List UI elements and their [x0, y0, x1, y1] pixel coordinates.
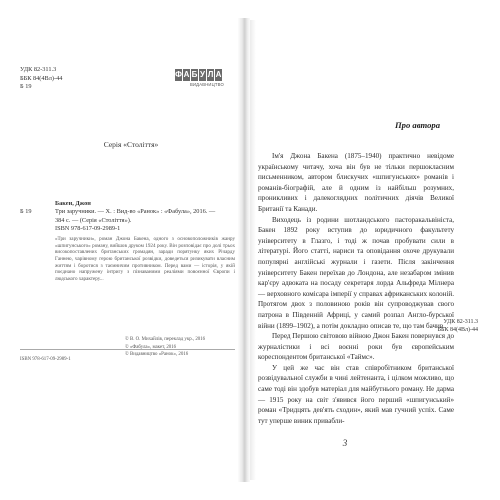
bottom-udk: УДК 82-311.3 [443, 319, 478, 325]
catalog-line: 384 с. — (Серія «Століття»). [55, 216, 132, 224]
logo-letter: Б [191, 70, 198, 79]
section-title: Про автора [394, 120, 440, 130]
classification-codes [20, 66, 62, 92]
bottom-bbk: ББК 84(4Вл)-44 [437, 327, 478, 333]
bbk-code: ББК 84(4Вл)-44 [20, 74, 63, 82]
copyright-line: © Видавництво «Ранок», 2016 [125, 352, 189, 358]
page-shadow [250, 20, 256, 480]
logo-letter: А [183, 70, 190, 79]
catalog-row [20, 208, 235, 233]
paragraph: Ім'я Джона Бакена (1875–1940) практично невідоме українському читачу, хоча він був не тільки першокласним письменником, автором блискучих «шпигунських» романів і романів-біографій, але й одним із найбільш розумних, проникливих і далекоглядних політичних діячів Великої Британії та Канади. [258, 152, 454, 213]
footer-isbn: ISBN 978-617-09-2989-1 [20, 357, 71, 362]
catalog-isbn: ISBN 978-617-09-2989-1 [55, 224, 121, 232]
logo-letter: Л [207, 70, 214, 79]
book-gutter [238, 18, 250, 482]
catalog-lines [55, 208, 235, 233]
paragraph: Виходець із родини шотландського пасторакальвініста, Бакен 1892 року вступив до юридичного факультету університету в Глазго, і тоді ж почав пробувати сили в літературі. Його статті, нариси та оповідання охоче друкували популярні англійські журнали і газети. Після закінчення університету Бакен переїхав до Лондона, але незабаром змінив кар'єру адвоката на посаду секретаря лорда Альфреда Мілнера — верховного комісара імперії у справах африканських колоній. Протягом двох з половиною років він супроводжував свого патрона в Південній Африці, у самий розпал Англо-бурської війни (1899–1902), а потім докладно описав те, що там бачив. [258, 215, 454, 330]
logo-subtitle: ВИДАВНИЦТВО [189, 82, 224, 87]
catalog-code: Б 19 [20, 208, 32, 216]
copyright-line: © В. О. Михайлів, переклад укр., 2016 [125, 337, 206, 342]
logo-letter: У [200, 70, 205, 79]
catalog-annotation: «Три заручники», роман Джона Бакена, одного з основоположників жанру «шпигунського» роману, вийшов друком 1924 року. Він розповідає про долі трьох високопоставлених британських громадян, заради порятунку яких Річарду Ганнею, чарівному герою британської розвідки, доведеться ризикувати власним життям і боротися з таємничим противником. Перед вами — історія, у якій поєднано напружену інтригу з пізнаваними реаліями повоєнної Європи і людського характеру... [55, 236, 235, 282]
publisher-logo [175, 69, 224, 95]
copyright-notices [125, 336, 205, 359]
copyright-line: © «Фабула», макет, 2016 [125, 344, 177, 350]
page-number: 3 [342, 438, 348, 448]
catalog-line: Три заручники. — Х. : Вид-во «Ранок» : «Фабула», 2016. — [55, 208, 216, 216]
logo-letters [175, 69, 224, 81]
paragraph: У цей же час він став співробітником британської розвідувальної служби в чині лейтенанта, і цілком можливо, що саме тоді він здобув матеріал для майбутнього роману. Не дарма — 1915 року на світ з'явився його перший «шпигунський» роман «Тридцять дев'ять сходин», який мав гучний успіх. Саме тут уперше виник привабли- [258, 363, 454, 425]
body-text [258, 151, 454, 426]
author-sign: Б 19 [20, 83, 32, 91]
paragraph: Перед Першою світовою війною Джон Бакен повернувся до журналістики і всі воєнні роки був європейським кореспондентом британської «Таймс». [258, 332, 454, 362]
catalog-card [20, 200, 235, 282]
logo-letter: Ф [175, 70, 182, 79]
catalog-author: Бакен, Джон [55, 200, 91, 207]
udk-code: УДК 82-311.3 [20, 66, 57, 73]
logo-letter: А [215, 70, 222, 79]
series-title: Серія «Століття» [103, 140, 159, 149]
